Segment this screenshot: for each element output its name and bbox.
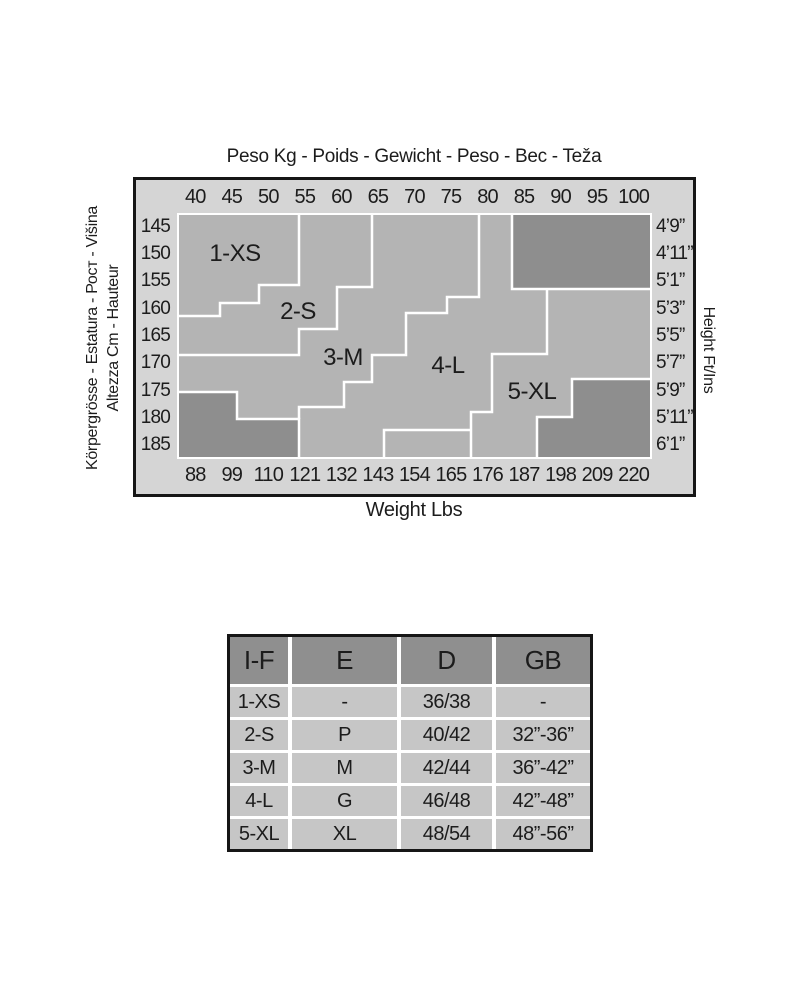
height-axis-title-inner: Altezza Cm - Hauteur (105, 264, 122, 412)
table-cell: 48/54 (401, 819, 492, 849)
ftin-tick: 4’11” (656, 242, 693, 264)
table-header-cell: D (401, 637, 492, 684)
kg-tick: 100 (618, 186, 650, 208)
cm-tick: 145 (140, 215, 170, 237)
lbs-tick: 121 (289, 464, 321, 486)
table-cell: P (292, 720, 397, 750)
size-zone-plot (177, 213, 652, 459)
cm-tick: 165 (140, 324, 170, 346)
table-cell: 48”-56” (496, 819, 590, 849)
size-zone-label: 3-M (323, 344, 363, 371)
table-cell: M (292, 753, 397, 783)
size-zone-label: 4-L (431, 352, 465, 379)
lbs-tick: 154 (398, 464, 430, 486)
cm-axis (138, 213, 174, 459)
lbs-tick: 99 (221, 464, 243, 486)
kg-tick: 90 (550, 186, 571, 208)
size-zone-label: 2-S (280, 298, 316, 325)
height-axis-title-outer: Körpergrösse - Estatura - Рост - Višina (84, 205, 101, 471)
kg-tick: 60 (331, 186, 352, 208)
ftin-tick: 6’1” (656, 434, 685, 456)
boundary-m-l (299, 215, 479, 419)
lbs-tick: 198 (545, 464, 577, 486)
ftin-tick: 4’9” (656, 215, 685, 237)
table-cell: 2-S (230, 720, 288, 750)
kg-axis-title: Peso Kg - Poids - Gewicht - Peso - Bec - Teža (226, 146, 602, 167)
table-cell: 36/38 (401, 687, 492, 717)
lbs-tick: 220 (618, 464, 650, 486)
ftin-tick: 5’7” (656, 352, 685, 374)
kg-axis (177, 184, 652, 211)
table-header-cell: I-F (230, 637, 288, 684)
kg-tick: 80 (477, 186, 498, 208)
height-weight-chart (133, 177, 696, 497)
ftin-tick: 5’1” (656, 270, 685, 292)
boundary-l-xl-lower-shelf (384, 430, 471, 457)
table-cell: XL (292, 819, 397, 849)
out-of-range-zone-top-right (512, 215, 650, 289)
cm-tick: 150 (140, 242, 170, 264)
boundary-l-xl (471, 289, 547, 457)
out-of-range-zone-bottom-left (179, 392, 299, 457)
table-cell: 42”-48” (496, 786, 590, 816)
ftin-axis (654, 213, 698, 459)
table-cell: 36”-42” (496, 753, 590, 783)
kg-tick: 95 (586, 186, 608, 208)
table-cell: - (292, 687, 397, 717)
lbs-tick: 209 (581, 464, 613, 486)
lbs-tick: 187 (508, 464, 540, 486)
kg-tick: 50 (258, 186, 279, 208)
cm-tick: 185 (140, 434, 170, 456)
table-header-cell: E (292, 637, 397, 684)
table-cell: 3-M (230, 753, 288, 783)
kg-tick: 45 (221, 186, 243, 208)
size-conversion-table (227, 634, 593, 852)
lbs-tick: 88 (184, 464, 206, 486)
ftin-tick: 5’9” (656, 379, 685, 401)
table-cell: G (292, 786, 397, 816)
table-cell: 40/42 (401, 720, 492, 750)
table-cell: 5-XL (230, 819, 288, 849)
table-cell: 1-XS (230, 687, 288, 717)
ftin-tick: 5’3” (656, 297, 685, 319)
cm-tick: 155 (140, 270, 170, 292)
ftin-tick: 5’5” (656, 324, 685, 346)
cm-tick: 160 (140, 297, 170, 319)
lbs-tick: 165 (435, 464, 467, 486)
height-axis-title-left (82, 168, 126, 508)
kg-tick: 40 (184, 186, 206, 208)
lbs-axis (177, 459, 652, 492)
ftin-tick: 5’11” (656, 406, 693, 428)
kg-tick: 55 (294, 186, 316, 208)
size-zone-label: 5-XL (507, 378, 557, 405)
cm-tick: 175 (140, 379, 170, 401)
lbs-axis-title: Weight Lbs (365, 499, 463, 521)
table-header-cell: GB (496, 637, 590, 684)
kg-tick: 85 (513, 186, 535, 208)
table-cell: - (496, 687, 590, 717)
kg-tick: 65 (367, 186, 389, 208)
lbs-tick: 176 (472, 464, 503, 486)
size-zone-label: 1-XS (209, 240, 261, 267)
kg-tick: 75 (440, 186, 462, 208)
table-cell: 42/44 (401, 753, 492, 783)
cm-tick: 170 (140, 352, 170, 374)
cm-tick: 180 (140, 406, 170, 428)
table-cell: 4-L (230, 786, 288, 816)
table-cell: 32”-36” (496, 720, 590, 750)
lbs-tick: 110 (253, 464, 284, 486)
height-axis-title-right: Height Ft/Ins (700, 306, 717, 394)
kg-tick: 70 (404, 186, 425, 208)
table-cell: 46/48 (401, 786, 492, 816)
lbs-tick: 143 (362, 464, 394, 486)
lbs-tick: 132 (325, 464, 357, 486)
